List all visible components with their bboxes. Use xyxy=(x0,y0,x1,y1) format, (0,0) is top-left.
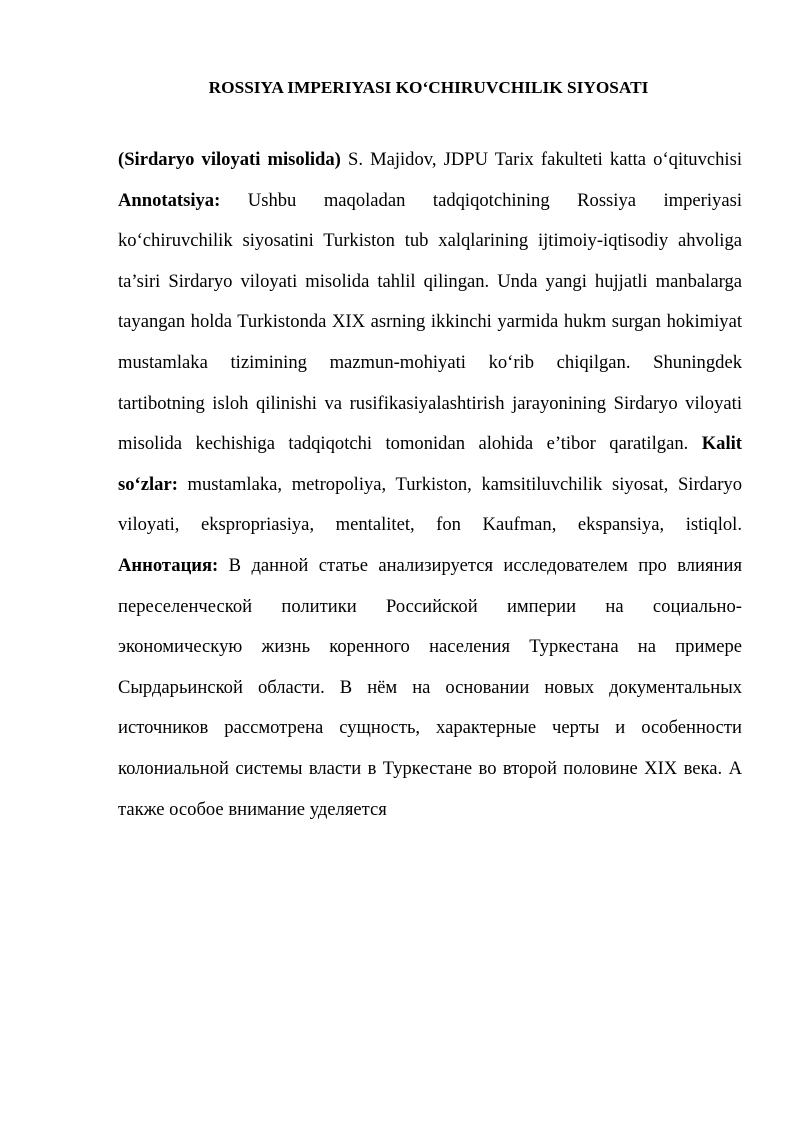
article-body xyxy=(118,140,742,830)
page-title: ROSSIYA IMPERIYASI KO‘CHIRUVCHILIK SIYOSATI xyxy=(208,78,649,97)
annotation-ru-text: В данной статье анализируется исследователем про влияния переселенческой политики Российской империи на социально-экономическую жизнь коренного населения Туркестана на примере Сырдарьинской области. В нём на основании новых документальных источников рассмотрена сущность, характерные черты и особенности колониальной системы власти в Туркестане во второй половине XIX века. А также особое внимание уделяется xyxy=(118,554,742,820)
annotation-uz-text: Ushbu maqoladan tadqiqotchining Rossiya imperiyasi ko‘chiruvchilik siyosatini Turkiston tub xalqlarining ijtimoiy-iqtisodiy ahvoliga ta’siri Sirdaryo viloyati misolida tahlil qilingan. Unda yangi hujjatli manbalarga tayangan holda Turkistonda XIX asrning ikkinchi yarmida hukm surgan hokimiyat mustamlaka tizimining mazmun-mohiyati ko‘rib chiqilgan. Shuningdek tartibotning isloh qilinishi va rusifikasiyalashtirish jarayonining Sirdaryo viloyati misolida kechishiga tadqiqotchi tomonidan alohida e’tibor qaratilgan. xyxy=(118,189,742,455)
annotation-ru-label: Аннотация: xyxy=(118,554,219,576)
subtitle: (Sirdaryo viloyati misolida) xyxy=(118,149,341,170)
author-line: S. Majidov, JDPU Tarix fakulteti katta o‘qituvchisi xyxy=(340,149,742,170)
keywords-label: Kalit so‘zlar: xyxy=(118,433,742,495)
annotation-uz-label: Annotatsiya: xyxy=(118,189,221,211)
keywords-text: mustamlaka, metropoliya, Turkiston, kamsitiluvchilik siyosat, Sirdaryo viloyati, ekspropriasiya, mentalitet, fon Kaufman, ekspansiya, istiqlol. xyxy=(118,473,742,536)
